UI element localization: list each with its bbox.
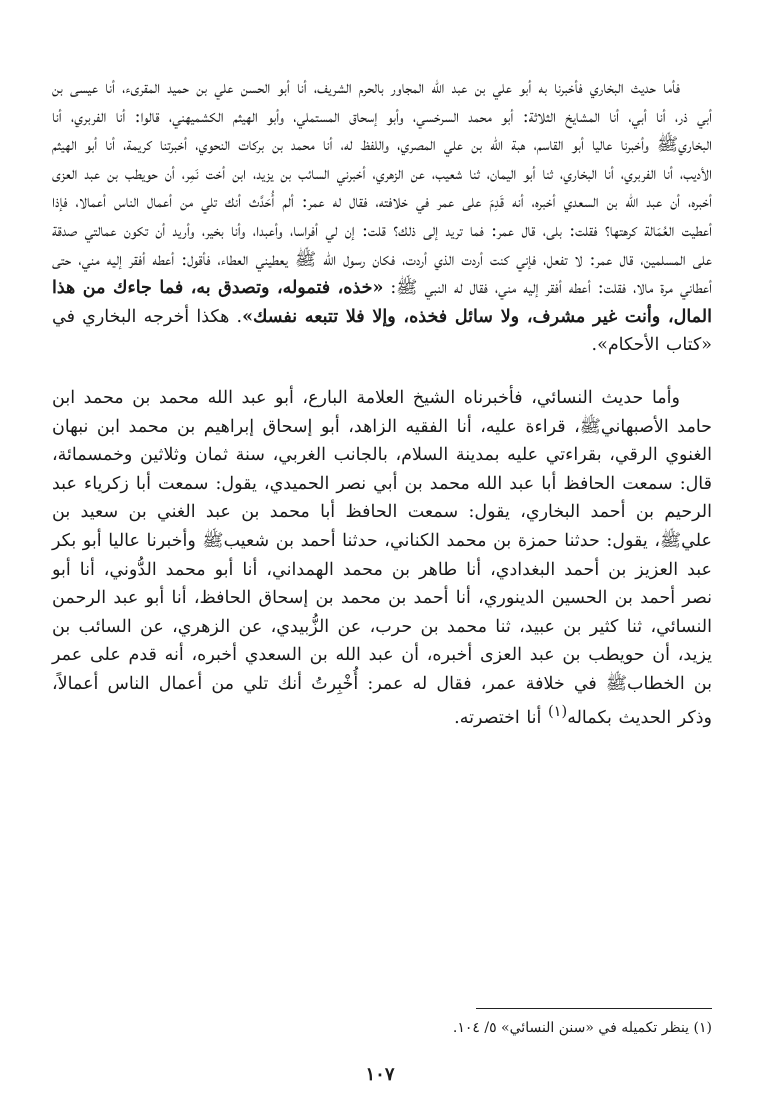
text-segment: . هكذا أخرجه البخاري في «كتاب الأحكام». (52, 306, 712, 356)
footnote-marker: (١) (547, 703, 568, 721)
text-segment: فأما حديث البخاري فأخبرنا به أبو علي بن عبد الله المجاور بالحرم الشريف، أنا أبو الحسن علي بن حميد المقرىء، أنا عيسى بن أبي ذر، أنا أبي، أنا المشايخ الثلاثة: أبو محمد السرخسي، وأبو إسحاق المستملي، وأبو الهيثم الكشميهني، قالوا: أنا الفربري، أنا البخاريﷺ وأخبرنا عاليا أبو القاسم، هبة الله بن علي المصري، واللفظ له، أنا محمد بن بركات النحوي، أخبرتنا كريمة، أنا أبو الهيثم الأديب، أنا الفربري، أنا البخاري، ثنا أبو اليمان، ثنا شعيب، عن الزهري، أخبرني السائب بن يزيد، ابن أخت نَمِر، أن حويطب بن عبد العزى أخبره، أن عبد الله بن السعدي أخبره، أنه قَدِمَ على عمر في خلافته، فقال له عمر: ألم أُحَدَّث أنك تلي من أعمال الناس أعمالا، فإذا أعطيت العُمَالة كرهتها؟ فقلت: بلى، قال عمر: فما تريد إلى ذلك؟ قلت: إن لي أفراسا، وأعبدا، وأنا بخير، وأريد أن تكون عمالتي صدقة على المسلمين، قال عمر: لا تفعل، فإني كنت أردت الذي أردت، فكان رسول الله ﷺ يعطيني العطاء، فأقول: أعطه أفقر إليه مني، حتى أعطاني مرة مالا، فقلت: أعطه أفقر إليه مني، فقال له النبي ﷺ: (52, 78, 713, 299)
main-text (52, 74, 712, 733)
footnote-divider (476, 1008, 712, 1009)
text-segment: وأما حديث النسائي، فأخبرناه الشيخ العلامة البارع، أبو عبد الله محمد بن محمد ابن حامد الأصبهانيﷺ، قراءة عليه، أنا الفقيه الزاهد، أبو إسحاق إبراهيم بن محمد ابن نبهان الغنوي الرقي، بقراءتي عليه بمدينة السلام، بالجانب الغربي، سنة ثمان وثلاثين وخمسمائة، قال: سمعت الحافظ أبا عبد الله محمد بن أبي نصر الحميدي، يقول: سمعت أبا زكرياء عبد الرحيم بن أحمد البخاري، يقول: سمعت الحافظ أبا محمد بن عبد الغني بن سعيد بن عليﷺ، يقول: حدثنا حمزة بن محمد الكناني، حدثنا أحمد بن شعيبﷺ وأخبرنا عاليا أبو بكر عبد العزيز بن أحمد البغدادي، أنا طاهر بن محمد الهمداني، أنا أبو محمد الدُّوني، أنا أبو نصر أحمد بن الحسين الدينوري، أنا أحمد بن محمد بن إسحاق الحافظ، أنا أبو عبد الرحمن النسائي، ثنا كثير بن عبيد، ثنا محمد بن حرب، عن الزُّبيدي، عن الزهري، عن السائب بن يزيد، أن حويطب بن عبد العزى أخبره، أن عبد الله بن السعدي أخبره، أنه قدم على عمر بن الخطابﷺ في خلافة عمر، فقال له عمر: أُخْبِرتُ أنك تلي من أعمال الناس أعمالاً، وذكر الحديث بكماله (52, 387, 712, 729)
paragraph-nasai-hadith (52, 384, 712, 733)
paragraph-bukhari-hadith (52, 74, 712, 360)
text-segment: أنا اختصرته. (454, 708, 548, 729)
footnote-text: (١) ينظر تكميله في «سنن النسائي» ٥/ ١٠٤. (452, 1020, 712, 1036)
page-number: ١٠٧ (365, 1064, 395, 1085)
prophet-quote-bold: «خذه، فتموله، وتصدق به، فما جاءك من هذا المال، وأنت غير مشرف، ولا سائل فخذه، وإلا فلا تتبعه نفسك» (52, 278, 712, 327)
